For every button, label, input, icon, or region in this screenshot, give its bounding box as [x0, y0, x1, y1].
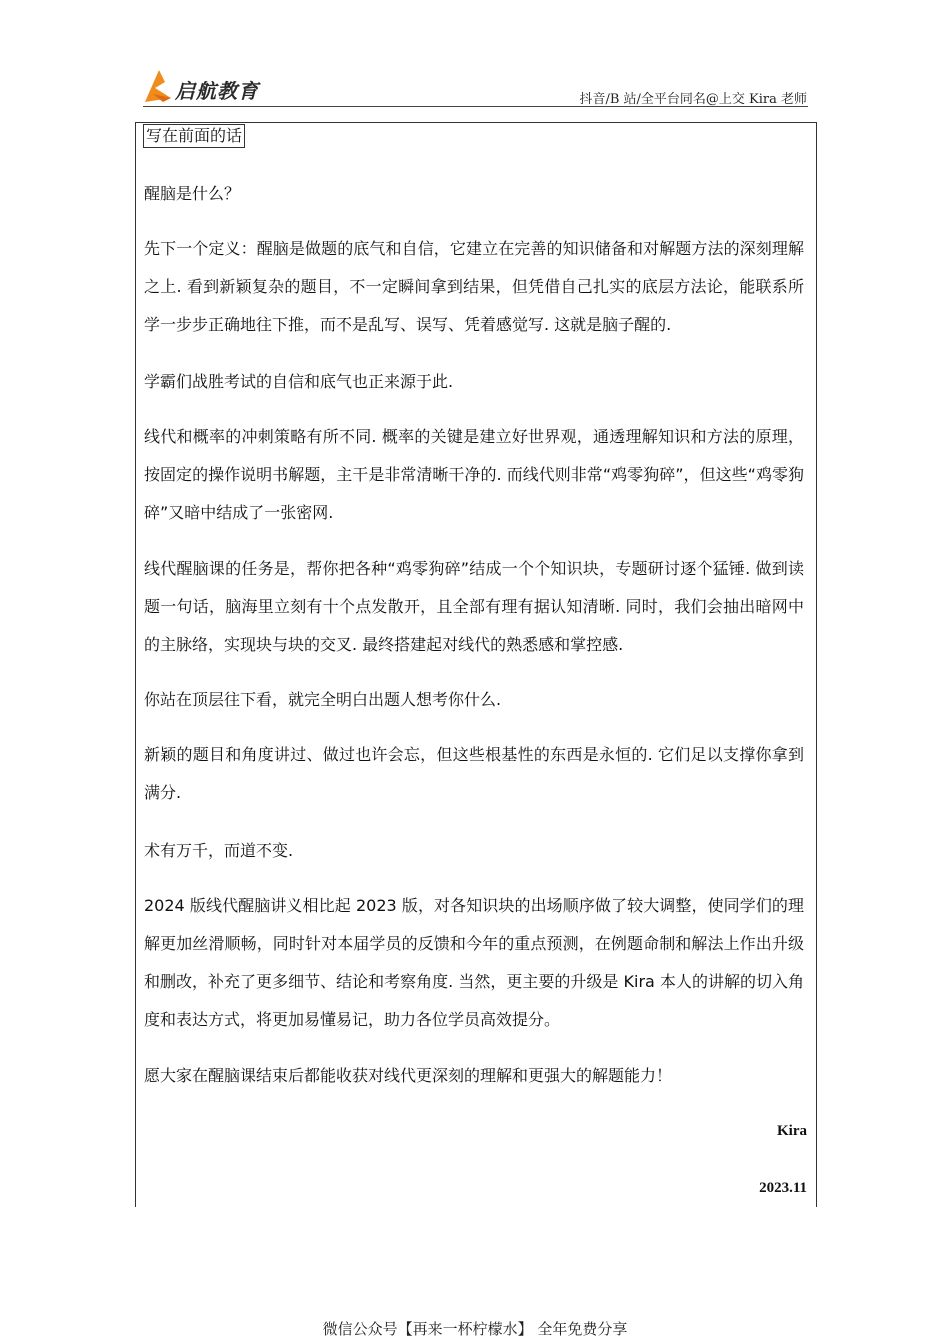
brand-name: 启航教育: [175, 78, 259, 103]
paragraph-confidence: 学霸们战胜考试的自信和底气也正来源于此.: [144, 372, 454, 391]
signature-name: Kira: [777, 1123, 807, 1139]
paragraph-course-task: 线代醒脑课的任务是，帮你把各种“鸡零狗碎”结成一个个知识块，专题研讨逐个猛锤. 做到读题一句话，脑海里立刻有十个点发散开，且全部有理有据认知清晰. 同时，我们会抽出暗网中的主脉络，实现块与块的交叉. 最终搭建起对线代的熟悉感和掌控感.: [144, 559, 804, 654]
paragraph-question: 醒脑是什么？: [144, 184, 241, 203]
paragraph-definition: 先下一个定义：醒脑是做题的底气和自信，它建立在完善的知识储备和对解题方法的深刻理解之上. 看到新颖复杂的题目，不一定瞬间拿到结果，但凭借自己扎实的底层方法论，能联系所学一步步正确地往下推，而不是乱写、误写、凭着感觉写. 这就是脑子醒的.: [144, 239, 804, 334]
footer-text: 微信公众号【再来一杯柠檬水】 全年免费分享: [322, 1320, 628, 1338]
header-divider: [143, 106, 808, 107]
paragraph-fundamentals: 新颖的题目和角度讲过、做过也许会忘，但这些根基性的东西是永恒的. 它们足以支撑你拿到满分.: [144, 745, 804, 802]
paragraph-wishes: 愿大家在醒脑课结束后都能收获对线代更深刻的理解和更强大的解题能力！: [144, 1066, 673, 1085]
paragraph-strategy: 线代和概率的冲刺策略有所不同. 概率的关键是建立好世界观，通透理解知识和方法的原理，按固定的操作说明书解题，主干是非常清晰干净的. 而线代则非常“鸡零狗碎”，但这些“鸡零狗碎”又暗中结成了一张密网.: [144, 427, 804, 522]
paragraph-top-view: 你站在顶层往下看，就完全明白出题人想考你什么.: [144, 690, 502, 709]
paragraph-version-update: 2024 版线代醒脑讲义相比起 2023 版，对各知识块的出场顺序做了较大调整，使同学们的理解更加丝滑顺畅，同时针对本届学员的反馈和今年的重点预测，在例题命制和解法上作出升级和删改，补充了更多细节、结论和考察角度. 当然，更主要的升级是 Kira 本人的讲解的切入角度和表达方式，将更加易懂易记，助力各位学员高效提分。: [144, 896, 804, 1029]
brand-arrow-icon: [143, 68, 173, 104]
brand-logo: [143, 66, 259, 106]
section-title: 写在前面的话: [143, 124, 245, 148]
header-social-text: 抖音/B 站/全平台同名@上交 Kira 老师: [579, 92, 807, 107]
paragraph-dao: 术有万千，而道不变.: [144, 841, 294, 860]
signature-date: 2023.11: [759, 1180, 807, 1196]
